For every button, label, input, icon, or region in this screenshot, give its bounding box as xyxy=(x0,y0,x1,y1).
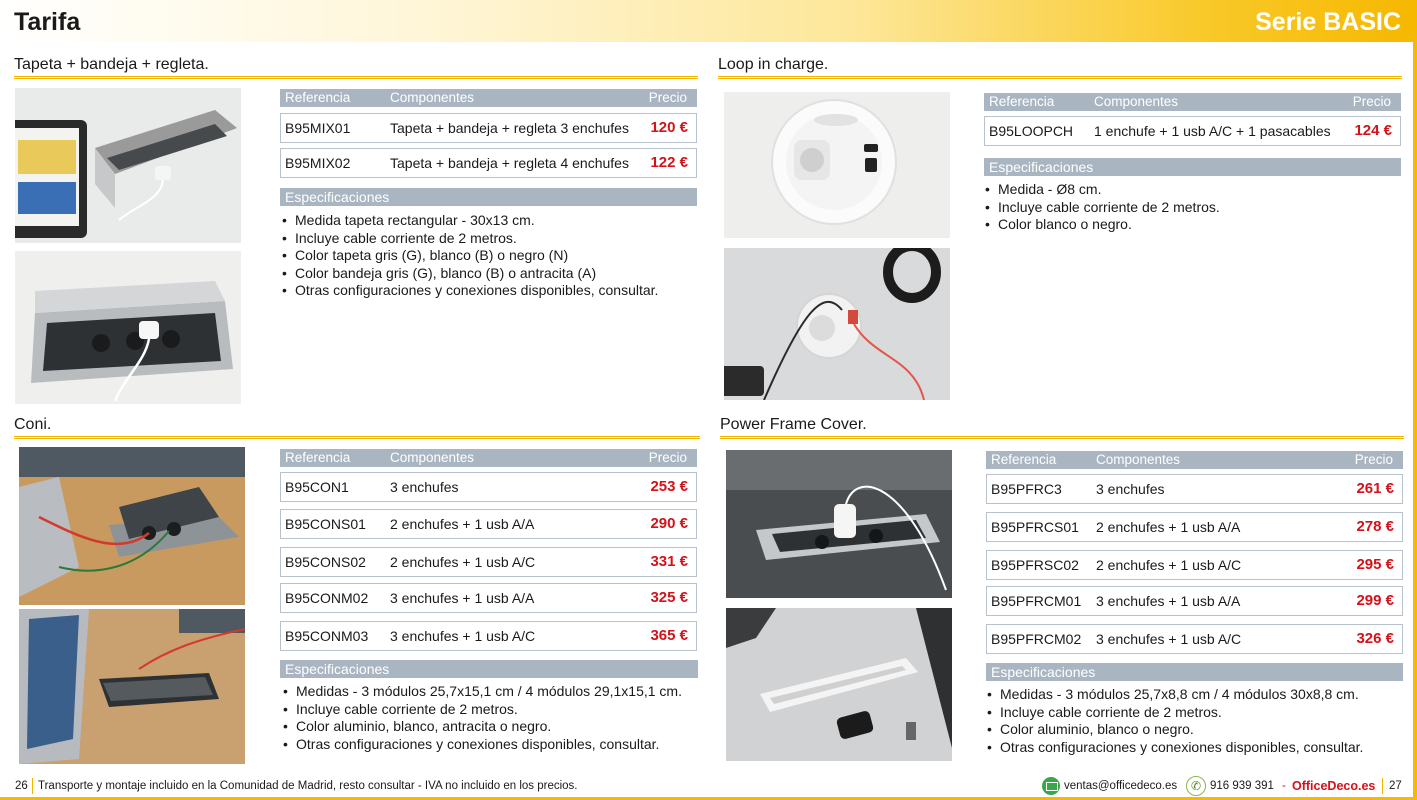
table-header xyxy=(986,451,1403,469)
header-comp: Componentes xyxy=(390,90,475,105)
section-mix xyxy=(14,56,698,408)
row-price: 122 € xyxy=(650,154,688,171)
row-price: 365 € xyxy=(650,627,688,644)
row-components: 3 enchufes + 1 usb A/C xyxy=(390,628,536,644)
header-ref: Referencia xyxy=(991,452,1057,467)
product-photo-loop-desk xyxy=(724,248,950,400)
footer-email[interactable]: ventas@officedeco.es xyxy=(1064,780,1178,792)
section-rule xyxy=(720,436,1404,439)
product-photo-loop-top-art xyxy=(724,92,950,238)
product-photo-mix-tray xyxy=(15,251,241,404)
row-price: 120 € xyxy=(650,119,688,136)
product-photo-pf-open-art xyxy=(726,450,952,598)
series-title: Serie BASIC xyxy=(1255,8,1401,36)
specs-header xyxy=(984,158,1401,176)
table-header xyxy=(280,449,697,467)
row-price: 331 € xyxy=(650,553,688,570)
footer-phone[interactable]: 916 939 391 xyxy=(1210,780,1274,792)
row-components: 2 enchufes + 1 usb A/A xyxy=(1096,519,1241,535)
product-photo-mix-open xyxy=(15,88,241,243)
row-ref: B95CONS01 xyxy=(285,516,366,532)
table-row xyxy=(280,509,697,539)
product-photo-coni-closed-art xyxy=(19,609,245,764)
table-row xyxy=(280,148,697,178)
row-price: 325 € xyxy=(650,589,688,606)
product-photo-coni-closed xyxy=(19,609,245,764)
specs-header-label: Especificaciones xyxy=(285,661,390,677)
page-number-left: 26 xyxy=(15,780,28,792)
table-row xyxy=(280,472,697,502)
header-price: Precio xyxy=(648,450,687,465)
product-photo-mix-open-art xyxy=(15,88,241,243)
row-ref: B95PFRSC02 xyxy=(991,557,1079,573)
spec-item: • Color bandeja gris (G), blanco (B) o antracita (A) xyxy=(281,265,658,283)
row-price: 290 € xyxy=(650,515,688,532)
table-row xyxy=(986,550,1403,580)
row-components: 1 enchufe + 1 usb A/C + 1 pasacables xyxy=(1094,123,1331,139)
product-photo-pf-open xyxy=(726,450,952,598)
page-title: Tarifa xyxy=(14,8,81,36)
page-number-right: 27 xyxy=(1389,780,1402,792)
table-header xyxy=(984,93,1401,111)
spec-item: • Color blanco o negro. xyxy=(984,216,1220,234)
section-title: Loop in charge. xyxy=(718,56,829,73)
specs-header xyxy=(280,660,698,678)
table-row xyxy=(986,512,1403,542)
row-components: Tapeta + bandeja + regleta 3 enchufes xyxy=(390,120,629,136)
spec-item: • Medida - Ø8 cm. xyxy=(984,181,1220,199)
product-photo-loop-top xyxy=(724,92,950,238)
row-ref: B95PFRCM01 xyxy=(991,593,1082,609)
header-ref: Referencia xyxy=(285,90,351,105)
table-row xyxy=(280,547,697,577)
spec-item: • Otras configuraciones y conexiones disponibles, consultar. xyxy=(281,282,658,300)
product-photo-coni-open xyxy=(19,447,245,605)
row-price: 295 € xyxy=(1356,556,1394,573)
specs-header-label: Especificaciones xyxy=(989,159,1094,175)
specs-header-label: Especificaciones xyxy=(991,664,1096,680)
table-row xyxy=(280,583,697,613)
header-price: Precio xyxy=(1352,94,1391,109)
section-title: Tapeta + bandeja + regleta. xyxy=(14,56,209,73)
spec-item: • Medidas - 3 módulos 25,7x15,1 cm / 4 módulos 29,1x15,1 cm. xyxy=(282,683,682,701)
row-ref: B95CONS02 xyxy=(285,554,366,570)
footer xyxy=(0,776,1417,798)
row-price: 261 € xyxy=(1356,480,1394,497)
specs-list xyxy=(984,181,1220,234)
spec-item: • Incluye cable corriente de 2 metros. xyxy=(986,704,1363,722)
section-rule xyxy=(14,76,698,79)
row-ref: B95PFRCM02 xyxy=(991,631,1082,647)
specs-header-label: Especificaciones xyxy=(285,189,390,205)
header-price: Precio xyxy=(648,90,687,105)
header-price: Precio xyxy=(1354,452,1393,467)
row-components: 2 enchufes + 1 usb A/A xyxy=(390,516,535,532)
spec-item: • Color aluminio, blanco o negro. xyxy=(986,721,1363,739)
row-price: 278 € xyxy=(1356,518,1394,535)
product-photo-loop-desk-art xyxy=(724,248,950,400)
section-coni xyxy=(14,416,700,768)
spec-item: • Medidas - 3 módulos 25,7x8,8 cm / 4 módulos 30x8,8 cm. xyxy=(986,686,1363,704)
header-comp: Componentes xyxy=(390,450,475,465)
section-title: Coni. xyxy=(14,416,52,433)
spec-item: • Color aluminio, blanco, antracita o negro. xyxy=(282,718,682,736)
specs-list xyxy=(281,212,658,300)
header-comp: Componentes xyxy=(1096,452,1181,467)
section-power-frame xyxy=(720,416,1404,768)
frame-right xyxy=(1413,0,1417,800)
footer-divider xyxy=(1382,778,1383,794)
row-ref: B95PFRCS01 xyxy=(991,519,1079,535)
section-loop xyxy=(718,56,1402,408)
table-row xyxy=(986,474,1403,504)
row-ref: B95LOOPCH xyxy=(989,123,1074,139)
row-ref: B95CONM02 xyxy=(285,590,369,606)
row-ref: B95MIX01 xyxy=(285,120,351,136)
row-price: 326 € xyxy=(1356,630,1394,647)
row-ref: B95CONM03 xyxy=(285,628,369,644)
product-photo-mix-tray-art xyxy=(15,251,241,404)
spec-item: • Incluye cable corriente de 2 metros. xyxy=(281,230,658,248)
row-ref: B95CON1 xyxy=(285,479,349,495)
header-comp: Componentes xyxy=(1094,94,1179,109)
row-price: 253 € xyxy=(650,478,688,495)
spec-item: • Incluye cable corriente de 2 metros. xyxy=(984,199,1220,217)
row-ref: B95PFRC3 xyxy=(991,481,1062,497)
row-components: 3 enchufes + 1 usb A/C xyxy=(1096,631,1242,647)
section-title: Power Frame Cover. xyxy=(720,416,867,433)
row-components: 3 enchufes + 1 usb A/A xyxy=(390,590,535,606)
spec-item: • Incluye cable corriente de 2 metros. xyxy=(282,701,682,719)
phone-icon: ✆ xyxy=(1186,776,1206,796)
header-ref: Referencia xyxy=(989,94,1055,109)
table-row xyxy=(984,116,1401,146)
row-components: Tapeta + bandeja + regleta 4 enchufes xyxy=(390,155,629,171)
specs-header xyxy=(280,188,697,206)
table-row xyxy=(280,113,697,143)
brand-link[interactable]: OfficeDeco.es xyxy=(1292,779,1376,793)
footer-dash: - xyxy=(1282,780,1286,792)
spec-item: • Medida tapeta rectangular - 30x13 cm. xyxy=(281,212,658,230)
email-icon xyxy=(1042,777,1060,795)
product-photo-pf-closed-art xyxy=(726,608,952,761)
specs-list xyxy=(282,683,682,753)
spec-item: • Otras configuraciones y conexiones disponibles, consultar. xyxy=(986,739,1363,757)
specs-list xyxy=(986,686,1363,756)
footer-note: Transporte y montaje incluido en la Comunidad de Madrid, resto consultar - IVA no incluido en los precios. xyxy=(38,780,578,792)
product-photo-pf-closed xyxy=(726,608,952,761)
row-components: 3 enchufes xyxy=(1096,481,1165,497)
table-row xyxy=(986,586,1403,616)
product-photo-coni-open-art xyxy=(19,447,245,605)
header-bar xyxy=(0,0,1417,42)
row-components: 2 enchufes + 1 usb A/C xyxy=(1096,557,1242,573)
table-header xyxy=(280,89,697,107)
table-row xyxy=(280,621,697,651)
row-components: 3 enchufes + 1 usb A/A xyxy=(1096,593,1241,609)
row-price: 124 € xyxy=(1354,122,1392,139)
row-components: 2 enchufes + 1 usb A/C xyxy=(390,554,536,570)
footer-divider xyxy=(32,778,33,794)
specs-header xyxy=(986,663,1403,681)
row-price: 299 € xyxy=(1356,592,1394,609)
table-row xyxy=(986,624,1403,654)
section-rule xyxy=(14,436,700,439)
section-rule xyxy=(718,76,1402,79)
spec-item: • Color tapeta gris (G), blanco (B) o negro (N) xyxy=(281,247,658,265)
spec-item: • Otras configuraciones y conexiones disponibles, consultar. xyxy=(282,736,682,754)
header-ref: Referencia xyxy=(285,450,351,465)
row-components: 3 enchufes xyxy=(390,479,459,495)
row-ref: B95MIX02 xyxy=(285,155,351,171)
